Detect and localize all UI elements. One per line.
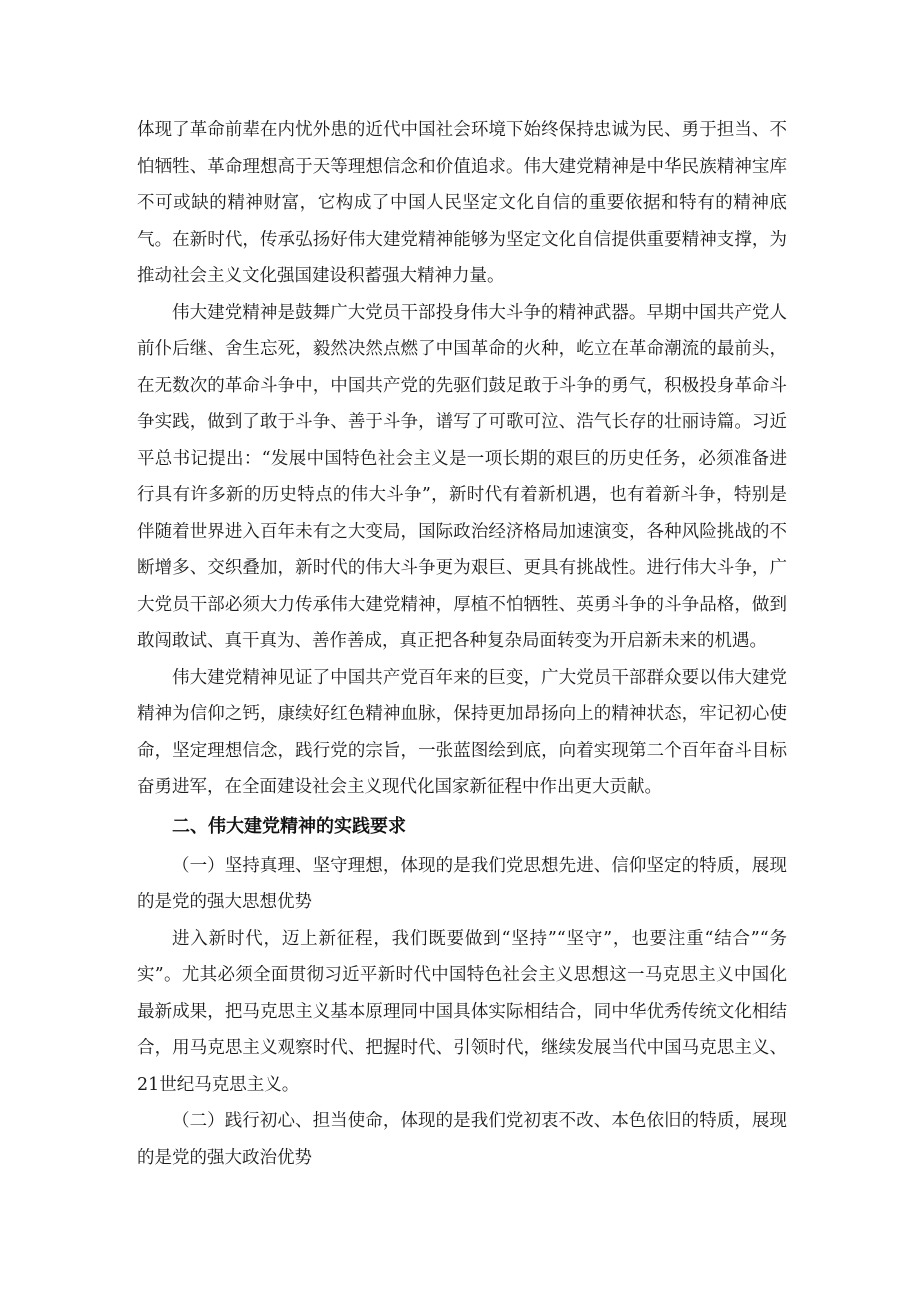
paragraph-4: 进入新时代，迈上新征程，我们既要做到“坚持”“坚守”，也要注重“结合”“务实”。尤其必须全面贯彻习近平新时代中国特色社会主义思想这一马克思主义中国化最新成果，把马克思主义基本原理同中国具体实际相结合，同中华优秀传统文化相结合，用马克思主义观察时代、把握时代、引领时代，继续发展当代中国马克思主义、21世纪马克思主义。 [137, 928, 787, 1095]
paragraph-2: 伟大建党精神是鼓舞广大党员干部投身伟大斗争的精神武器。早期中国共产党人前仆后继、舍生忘死，毅然决然点燃了中国革命的火种，屹立在革命潮流的最前头，在无数次的革命斗争中，中国共产党的先驱们鼓足敢于斗争的勇气，积极投身革命斗争实践，做到了敢于斗争、善于斗争，谱写了可歌可泣、浩气长存的壮丽诗篇。习近平总书记提出：“发展中国特色社会主义是一项长期的艰巨的历史任务，必须准备进行具有许多新的历史特点的伟大斗争”，新时代有着新机遇，也有着新斗争，特别是伴随着世界进入百年未有之大变局，国际政治经济格局加速演变，各种风险挑战的不断增多、交织叠加，新时代的伟大斗争更为艰巨、更具有挑战性。进行伟大斗争，广大党员干部必须大力传承伟大建党精神，厚植不怕牺牲、英勇斗争的斗争品格，做到敢闯敢试、真干真为、善作善成，真正把各种复杂局面转变为开启新未来的机遇。 [137, 302, 787, 651]
subsection-heading-2: （二）践行初心、担当使命，体现的是我们党初衷不改、本色依旧的特质，展现的是党的强大政治优势 [137, 1111, 787, 1168]
section-heading: 二、伟大建党精神的实践要求 [172, 815, 406, 837]
document-body [137, 112, 787, 1176]
subsection-heading-1: （一）坚持真理、坚守理想，体现的是我们党思想先进、信仰坚定的特质，展现的是党的强大思想优势 [137, 855, 787, 912]
paragraph-1: 体现了革命前辈在内忧外患的近代中国社会环境下始终保持忠诚为民、勇于担当、不怕牺牲、革命理想高于天等理想信念和价值追求。伟大建党精神是中华民族精神宝库不可或缺的精神财富，它构成了中国人民坚定文化自信的重要依据和特有的精神底气。在新时代，传承弘扬好伟大建党精神能够为坚定文化自信提供重要精神支撑，为推动社会主义文化强国建设积蓄强大精神力量。 [137, 120, 787, 286]
paragraph-3: 伟大建党精神见证了中国共产党百年来的巨变，广大党员干部群众要以伟大建党精神为信仰之钙，康续好红色精神血脉，保持更加昂扬向上的精神状态，牢记初心使命，坚定理想信念，践行党的宗旨，一张蓝图绘到底，向着实现第二个百年奋斗目标奋勇进军，在全面建设社会主义现代化国家新征程中作出更大贡献。 [137, 667, 787, 797]
